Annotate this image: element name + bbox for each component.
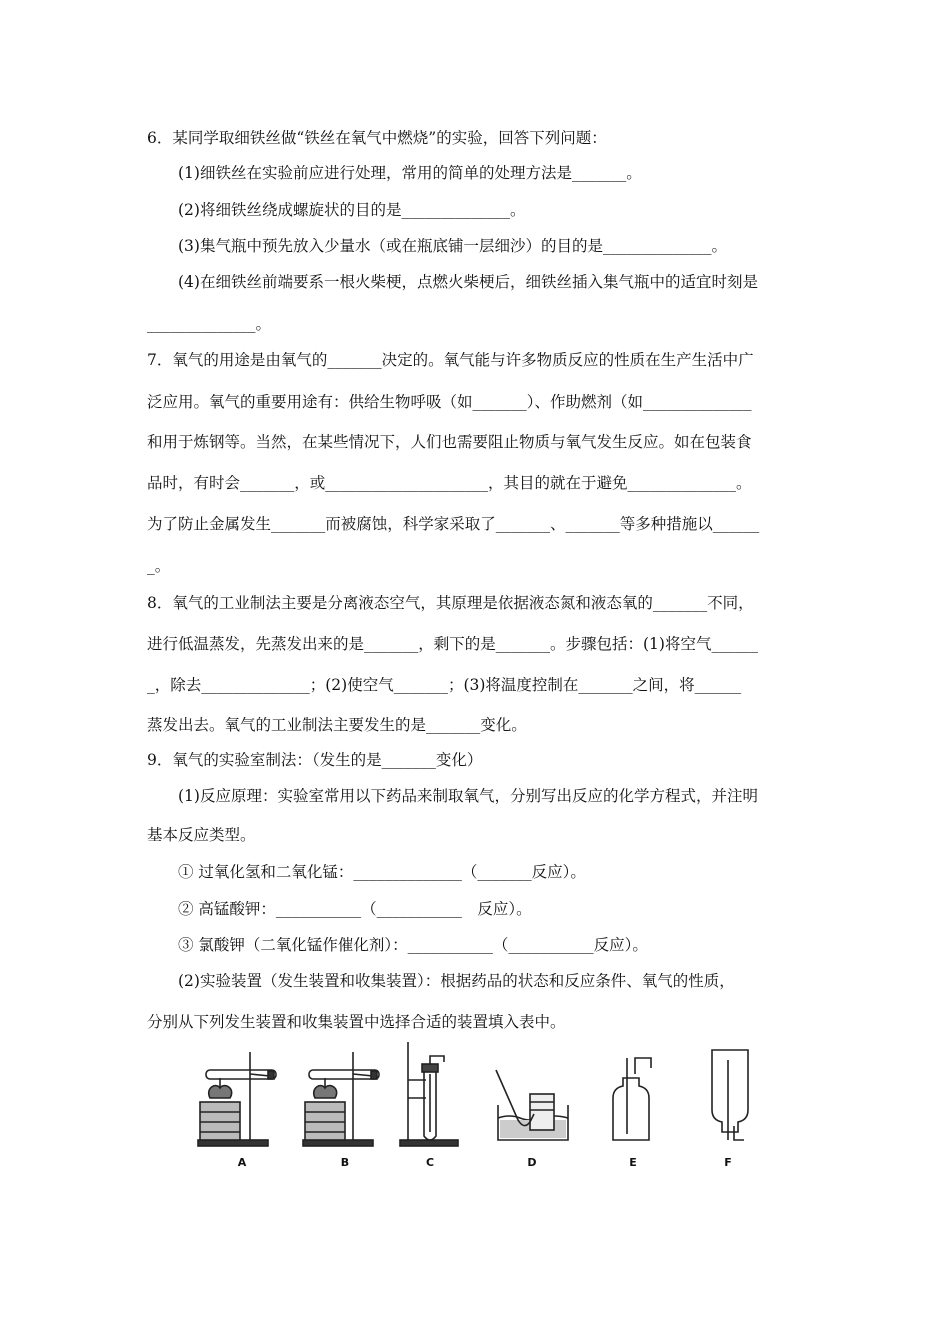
apparatus-f-drawing — [700, 1040, 770, 1155]
q6-part-1: (1)细铁丝在实验前应进行处理，常用的简单的处理方法是_______。 — [178, 164, 642, 182]
q8-line-4: 蒸发出去。氧气的工业制法主要发生的是_______变化。 — [147, 716, 527, 734]
q7-line-5: 为了防止金属发生_______而被腐蚀，科学家采取了_______、_______等多种措施以______ — [147, 515, 760, 533]
apparatus-d — [490, 1040, 590, 1169]
apparatus-c-label: C — [425, 1156, 435, 1169]
q6-part-3: (3)集气瓶中预先放入少量水（或在瓶底铺一层细沙）的目的是______________。 — [178, 237, 727, 255]
q9-part-1b: 基本反应类型。 — [147, 826, 256, 844]
apparatus-b-drawing — [295, 1040, 395, 1155]
q7-line-3: 和用于炼钢等。当然，在某些情况下，人们也需要阻止物质与氧气发生反应。如在包装食 — [147, 433, 752, 451]
q9-reaction-3: ③ 氯酸钾（二氧化锰作催化剂）：___________（___________反应）。 — [178, 936, 648, 954]
q8-line-1: 8．氧气的工业制法主要是分离液态空气，其原理是依据液态氮和液态氧的_______不同， — [147, 594, 754, 612]
q9-part-2a: (2)实验装置（发生装置和收集装置）：根据药品的状态和反应条件、氧气的性质， — [178, 972, 735, 990]
apparatus-e-drawing — [605, 1040, 675, 1155]
apparatus-figure — [180, 1040, 780, 1175]
q9-part-2b: 分别从下列发生装置和收集装置中选择合适的装置填入表中。 — [147, 1013, 566, 1031]
apparatus-c-drawing — [398, 1040, 478, 1155]
apparatus-f — [700, 1040, 770, 1169]
q9-reaction-1: ① 过氧化氢和二氧化锰：______________（_______反应）。 — [178, 863, 586, 881]
apparatus-d-label: D — [527, 1156, 537, 1169]
apparatus-a-drawing — [190, 1040, 290, 1155]
q8-line-2: 进行低温蒸发，先蒸发出来的是_______，剩下的是_______。步骤包括：(1)将空气______ — [147, 635, 758, 653]
q9-stem: 9．氧气的实验室制法：（发生的是_______变化） — [147, 751, 483, 769]
q7-line-6: _。 — [147, 557, 171, 575]
apparatus-d-drawing — [490, 1040, 590, 1155]
apparatus-e — [605, 1040, 675, 1169]
q6-part-4-blank: ______________。 — [147, 315, 272, 333]
q6-part-4: (4)在细铁丝前端要系一根火柴梗，点燃火柴梗后，细铁丝插入集气瓶中的适宜时刻是 — [178, 273, 758, 291]
q7-line-4: 品时，有时会_______，或_____________________，其目的就在于避免______________。 — [147, 474, 752, 492]
q9-part-1a: (1)反应原理：实验室常用以下药品来制取氧气，分别写出反应的化学方程式，并注明 — [178, 787, 758, 805]
apparatus-a-label: A — [237, 1156, 247, 1169]
apparatus-a — [190, 1040, 290, 1169]
apparatus-b — [295, 1040, 395, 1169]
apparatus-c — [398, 1040, 478, 1169]
q8-line-3: _，除去______________；(2)使空气_______；(3)将温度控制在_______之间，将______ — [147, 676, 742, 694]
apparatus-e-label: E — [629, 1156, 637, 1169]
q7-line-2: 泛应用。氧气的重要用途有：供给生物呼吸（如_______）、作助燃剂（如______________ — [147, 393, 752, 411]
apparatus-f-label: F — [724, 1156, 732, 1169]
q6-part-2: (2)将细铁丝绕成螺旋状的目的是______________。 — [178, 201, 526, 219]
q7-line-1: 7．氧气的用途是由氧气的_______决定的。氧气能与许多物质反应的性质在生产生活中广 — [147, 351, 754, 369]
q6-stem: 6．某同学取细铁丝做“铁丝在氧气中燃烧”的实验，回答下列问题： — [147, 129, 607, 147]
apparatus-b-label: B — [340, 1156, 350, 1169]
q9-reaction-2: ② 高锰酸钾：___________（___________ 反应）。 — [178, 900, 532, 918]
